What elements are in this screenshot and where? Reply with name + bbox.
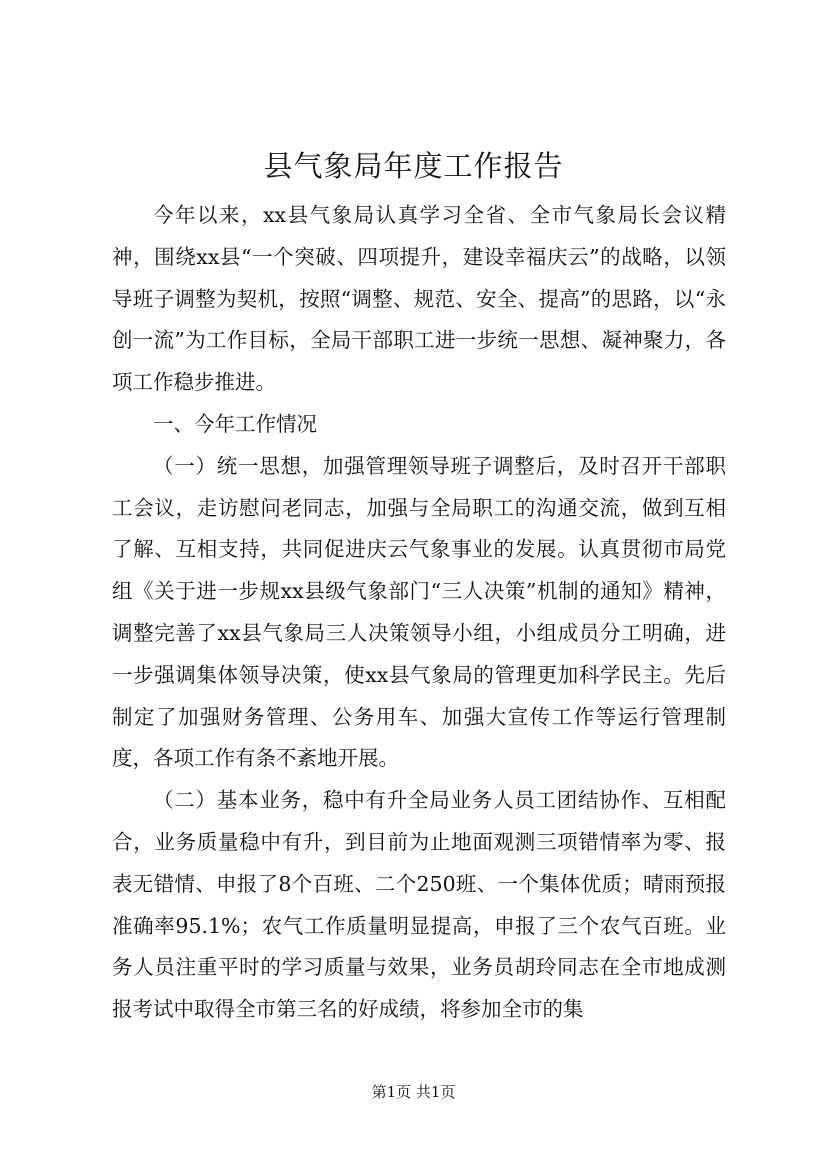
page-footer: 第1页 共1页 — [371, 1083, 456, 1101]
document-title: 县气象局年度工作报告 — [263, 149, 564, 183]
paragraph-management: （一）统一思想，加强管理领导班子调整后，及时召开干部职工会议，走访慰问老同志，加强与全局职工的沟通交流，做到互相了解、互相支持，共同促进庆云气象事业的发展。认真贯彻市局党组《关于进一步规xx县级气象部门“三人决策”机制的通知》精神，调整完善了xx县气象局三人决策领导小组，小组成员分工明确，进一步强调集体领导决策，使xx县气象局的管理更加科学民主。先后制定了加强财务管理、公务用车、加强大宣传工作等运行管理制度，各项工作有条不紊地开展。 — [112, 453, 726, 771]
intro-paragraph: 今年以来，xx县气象局认真学习全省、全市气象局长会议精神，围绕xx县“一个突破、四项提升，建设幸福庆云”的战略，以领导班子调整为契机，按照“调整、规范、安全、提高”的思路，以“永创一流”为工作目标，全局干部职工进一步统一思想、凝神聚力，各项工作稳步推进。 — [112, 203, 726, 395]
section-heading: 一、今年工作情况 — [153, 411, 317, 436]
document-body — [112, 195, 726, 1031]
paragraph-business: （二）基本业务，稳中有升全局业务人员工团结协作、互相配合，业务质量稳中有升，到目前为止地面观测三项错情率为零、报表无错情、申报了8个百班、二个250班、一个集体优质；晴雨预报准确率95.1%；农气工作质量明显提高，申报了三个农气百班。业务人员注重平时的学习质量与效果，业务员胡玲同志在全市地成测报考试中取得全市第三名的好成绩，将参加全市的集 — [112, 788, 726, 1022]
